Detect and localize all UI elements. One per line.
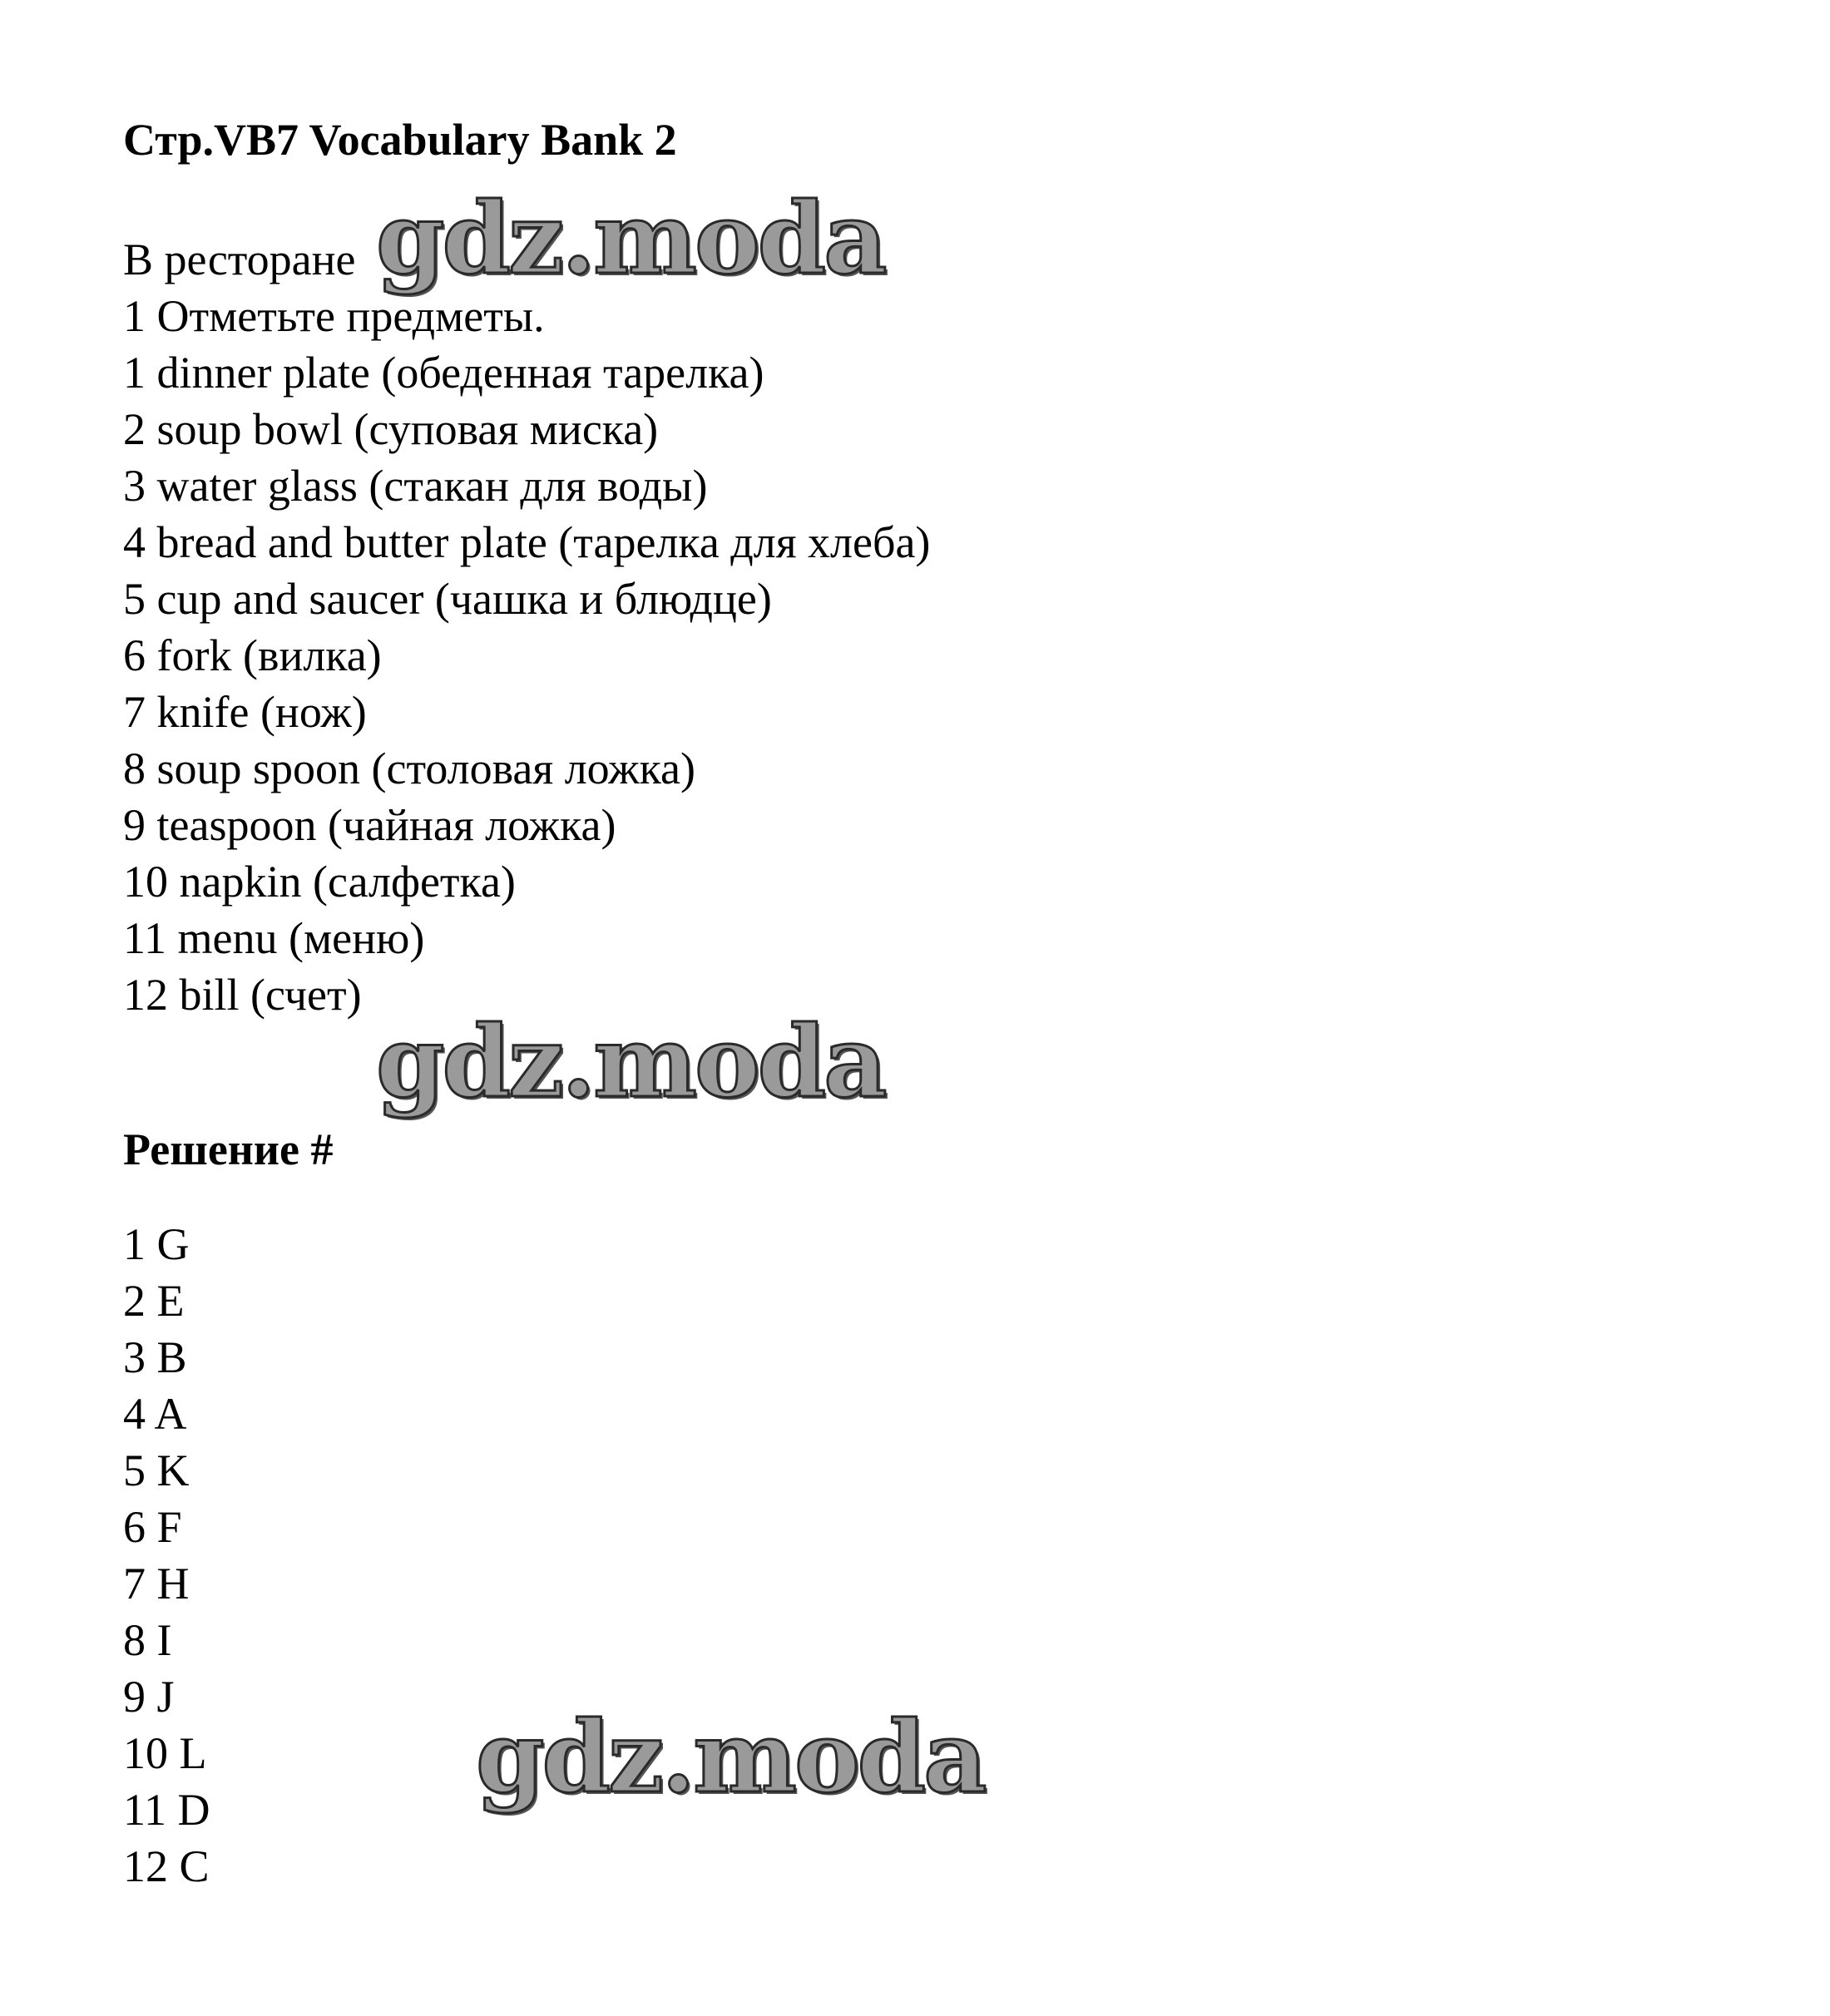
vocab-item: 1 dinner plate (обеденная тарелка)	[123, 348, 764, 398]
watermark-logo: gdz.moda	[476, 1699, 985, 1815]
answer-item: 3 B	[123, 1332, 187, 1382]
solution-title: Решение #	[123, 1124, 334, 1174]
vocab-item: 2 soup bowl (суповая миска)	[123, 404, 659, 454]
answer-item: 1 G	[123, 1219, 190, 1269]
answer-item: 12 C	[123, 1841, 210, 1891]
answer-item: 9 J	[123, 1672, 175, 1722]
vocab-item: 7 knife (нож)	[123, 687, 367, 737]
answer-item: 2 E	[123, 1276, 185, 1326]
vocab-item: 9 teaspoon (чайная ложка)	[123, 800, 616, 850]
vocab-item: 11 menu (меню)	[123, 913, 425, 963]
answer-item: 10 L	[123, 1728, 207, 1778]
vocab-item: 6 fork (вилка)	[123, 630, 382, 680]
answer-item: 4 A	[123, 1389, 187, 1439]
vocab-item: 8 soup spoon (столовая ложка)	[123, 744, 695, 793]
vocab-item: 5 cup and saucer (чашка и блюдце)	[123, 574, 772, 624]
answer-item: 8 I	[123, 1615, 172, 1665]
task-text: 1 Отметьте предметы.	[123, 291, 545, 341]
answer-item: 7 H	[123, 1559, 190, 1608]
watermark-logo: gdz.moda	[376, 180, 885, 296]
section-heading: В ресторане	[123, 235, 356, 284]
vocab-item: 12 bill (счет)	[123, 970, 362, 1020]
answer-item: 11 D	[123, 1785, 210, 1835]
vocab-item: 4 bread and butter plate (тарелка для хлеба)	[123, 517, 931, 567]
vocab-item: 3 water glass (стакан для воды)	[123, 461, 708, 511]
answer-item: 6 F	[123, 1502, 182, 1552]
answer-item: 5 K	[123, 1445, 190, 1495]
watermark-logo: gdz.moda	[376, 1004, 885, 1119]
vocab-item: 10 napkin (салфетка)	[123, 857, 516, 907]
page-title: Стр.VB7 Vocabulary Bank 2	[123, 115, 677, 165]
